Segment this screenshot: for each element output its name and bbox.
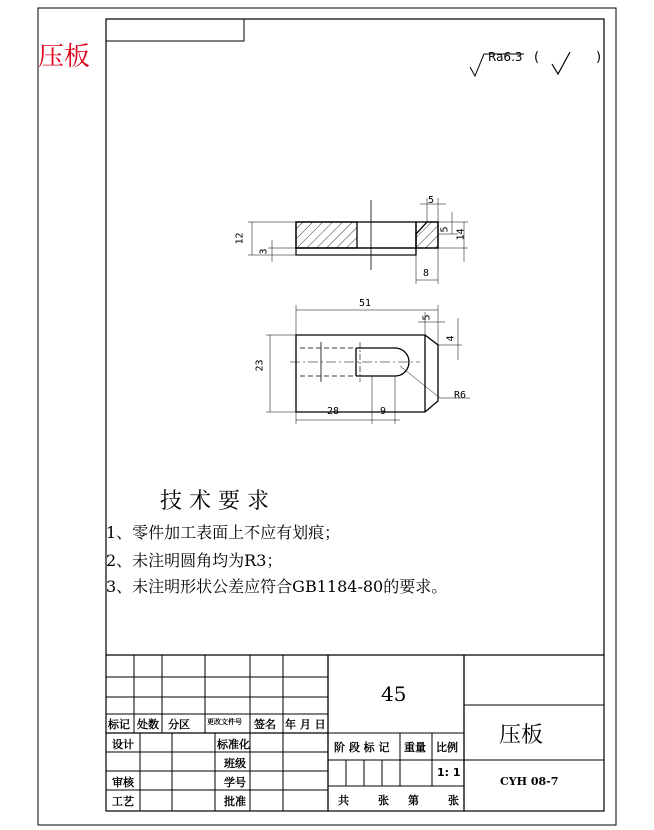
tb-standard: 标准化 xyxy=(217,738,250,751)
roughness-close-paren: ) xyxy=(596,50,602,65)
tb-sheets2: 张 xyxy=(448,794,459,807)
tb-total: 共 xyxy=(338,794,349,807)
tb-count: 处数 xyxy=(137,718,159,731)
tb-marker: 标记 xyxy=(108,718,130,731)
dim-4: 4 xyxy=(445,335,457,342)
inner-border xyxy=(106,19,604,811)
sheet-title: 压板 xyxy=(38,42,91,72)
requirement-item-1: 1、零件加工表面上不应有划痕； xyxy=(106,523,341,542)
code-box xyxy=(106,19,244,41)
dim-51: 51 xyxy=(359,298,372,309)
dim-23: 23 xyxy=(254,359,266,372)
dim-5-top: 5 xyxy=(428,195,435,206)
tb-zone: 分区 xyxy=(168,718,190,731)
tb-student-id: 学号 xyxy=(224,776,246,789)
requirement-item-3: 3、未注明形状公差应符合GB1184-80的要求。 xyxy=(106,577,448,596)
requirement-item-2: 2、未注明圆角均为R3； xyxy=(106,551,283,570)
plan-view xyxy=(266,305,470,424)
tb-drawing-name: 压板 xyxy=(499,723,544,748)
tb-change-doc: 更改文件号 xyxy=(207,718,242,726)
dim-28: 28 xyxy=(327,406,340,417)
dim-5-side: 5 xyxy=(439,226,451,233)
tb-material: 45 xyxy=(381,682,407,706)
tb-scale-label: 比例 xyxy=(436,741,458,754)
tb-signature: 签名 xyxy=(254,718,276,731)
dim-14: 14 xyxy=(455,228,467,241)
dim-12: 12 xyxy=(234,232,246,245)
tb-drawing-code: CYH 08-7 xyxy=(500,775,559,788)
tb-approve: 批准 xyxy=(224,795,246,808)
dim-9: 9 xyxy=(380,406,387,417)
tb-process: 工艺 xyxy=(112,795,134,808)
requirements-title: 技 术 要 求 xyxy=(160,489,269,514)
roughness-open-paren: ( xyxy=(534,50,540,65)
tb-class: 班级 xyxy=(224,757,246,770)
tb-date: 年 月 日 xyxy=(285,718,326,731)
tb-review: 审核 xyxy=(112,776,134,789)
tb-sheets1: 张 xyxy=(378,794,389,807)
tb-design: 设计 xyxy=(112,738,134,751)
tb-scale-value: 1: 1 xyxy=(437,766,461,779)
dim-r6: R6 xyxy=(454,390,467,401)
dim-3: 3 xyxy=(258,248,270,255)
tb-stage-mark: 阶 段 标 记 xyxy=(334,741,390,754)
checkmark-symbol xyxy=(552,52,570,74)
roughness-label: Ra6.3 xyxy=(488,50,523,64)
dim-8: 8 xyxy=(423,268,430,279)
dim-5-plan: 5 xyxy=(421,314,433,321)
tb-weight: 重量 xyxy=(404,741,426,754)
tb-sheet-no: 第 xyxy=(408,794,419,807)
side-view xyxy=(248,198,468,284)
